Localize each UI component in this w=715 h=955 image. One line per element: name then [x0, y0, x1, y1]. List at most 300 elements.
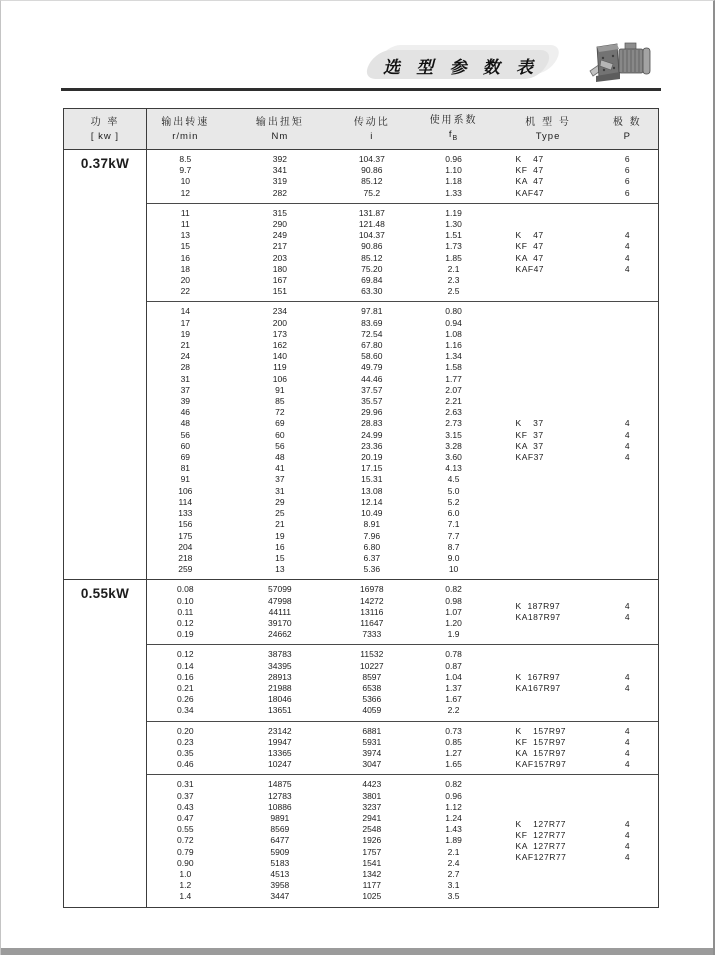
factor-value: 0.80 — [445, 306, 462, 317]
speed-column — [147, 726, 224, 771]
torque-value: 85 — [275, 396, 285, 407]
pole-column — [597, 726, 658, 771]
ratio-value: 75.2 — [363, 187, 381, 198]
factor-value: 2.2 — [447, 705, 460, 716]
ratio-value: 20.19 — [361, 452, 383, 463]
type-value: KA167R97 — [515, 682, 561, 693]
pole-value: 4 — [624, 252, 630, 263]
speed-value: 37 — [180, 384, 191, 395]
factor-value: 1.08 — [445, 328, 462, 339]
ratio-value: 1177 — [362, 880, 381, 891]
type-column — [500, 306, 597, 575]
factor-value: 8.7 — [447, 541, 460, 552]
ratio-block — [147, 301, 658, 579]
factor-column — [408, 649, 500, 716]
torque-value: 16 — [275, 541, 285, 552]
factor-value: 1.43 — [445, 824, 462, 835]
type-value: KA187R97 — [515, 612, 561, 623]
type-column — [500, 649, 597, 716]
pole-value: 4 — [624, 241, 630, 252]
pole-column — [597, 584, 658, 640]
factor-value: 0.73 — [445, 725, 462, 736]
type-column — [500, 584, 597, 640]
speed-value: 10 — [180, 176, 191, 187]
pole-value: 6 — [624, 165, 630, 176]
speed-value: 20 — [180, 275, 191, 286]
speed-value: 81 — [180, 463, 191, 474]
factor-value: 1.27 — [445, 747, 462, 758]
page-title: 选 型 参 数 表 — [383, 58, 539, 77]
speed-value: 0.19 — [177, 629, 194, 640]
torque-value: 47998 — [268, 595, 292, 606]
type-value: K 37 — [515, 418, 544, 429]
header-speed — [147, 109, 224, 149]
ratio-value: 3047 — [362, 759, 382, 770]
ratio-value: 11647 — [360, 617, 384, 628]
gearmotor-image — [589, 40, 651, 84]
speed-value: 46 — [180, 407, 191, 418]
torque-value: 21988 — [268, 682, 292, 693]
factor-value: 0.98 — [445, 595, 462, 606]
ratio-value: 5931 — [362, 736, 382, 747]
ratio-value: 1926 — [362, 835, 382, 846]
torque-value: 119 — [273, 362, 287, 373]
ratio-value: 104.37 — [358, 154, 385, 164]
ratio-value: 4059 — [362, 705, 382, 716]
type-column — [500, 208, 597, 298]
factor-value: 0.96 — [445, 790, 462, 801]
torque-value: 69 — [275, 418, 285, 429]
torque-column — [224, 154, 336, 199]
ratio-column — [336, 306, 408, 575]
factor-value: 1.18 — [445, 176, 462, 187]
factor-value: 1.9 — [447, 629, 460, 640]
type-value: KAF47 — [515, 187, 545, 198]
factor-value: 1.10 — [445, 165, 462, 176]
factor-value: 1.19 — [445, 207, 462, 218]
factor-value: 1.65 — [445, 759, 462, 770]
torque-value: 341 — [272, 165, 287, 176]
factor-column — [408, 208, 500, 298]
header-type-cn: 机 型 号 — [525, 116, 571, 128]
gearmotor-gearbox — [596, 44, 620, 82]
torque-value: 8569 — [270, 824, 290, 835]
factor-value: 2.4 — [447, 857, 460, 868]
type-value: KA 37 — [515, 440, 544, 451]
page-bottom-band — [1, 948, 713, 955]
factor-value: 1.51 — [445, 230, 462, 241]
speed-column — [147, 584, 224, 640]
speed-value: 48 — [180, 418, 191, 429]
torque-value: 37 — [275, 474, 285, 485]
ratio-value: 4423 — [362, 779, 382, 790]
ratio-blocks — [147, 580, 658, 906]
ratio-value: 8597 — [362, 671, 382, 682]
ratio-value: 37.57 — [361, 384, 383, 395]
torque-value: 29 — [275, 496, 285, 507]
ratio-value: 24.99 — [361, 429, 383, 440]
speed-value: 0.55 — [177, 824, 194, 835]
factor-value: 1.04 — [445, 671, 462, 682]
header-data-columns — [147, 109, 658, 149]
header-ratio-cn: 传动比 — [353, 116, 390, 128]
pole-column — [597, 154, 658, 199]
factor-value: 1.16 — [445, 340, 462, 351]
pole-value: 4 — [624, 230, 630, 241]
ratio-block — [147, 150, 658, 203]
factor-value: 3.15 — [445, 429, 462, 440]
header-ratio — [336, 109, 408, 149]
speed-column — [147, 779, 224, 902]
gearmotor-motor — [619, 43, 650, 74]
pole-value: 4 — [624, 601, 630, 612]
type-value: KA 127R77 — [515, 840, 566, 851]
speed-value: 0.35 — [177, 747, 194, 758]
pole-value: 4 — [624, 840, 630, 851]
ratio-column — [336, 649, 408, 716]
type-value: K 47 — [515, 230, 544, 241]
factor-value: 4.5 — [447, 474, 460, 485]
ratio-value: 1757 — [362, 846, 382, 857]
torque-column — [224, 726, 336, 771]
torque-value: 48 — [275, 452, 285, 463]
speed-value: 0.10 — [177, 595, 194, 606]
torque-value: 21 — [275, 519, 285, 530]
speed-value: 39 — [180, 396, 191, 407]
pole-value: 4 — [624, 829, 630, 840]
ratio-value: 69.84 — [361, 275, 383, 286]
factor-value: 1.58 — [445, 362, 462, 373]
ratio-block — [147, 774, 658, 906]
header-pole-cn: 极 数 — [612, 116, 642, 128]
torque-value: 34395 — [268, 660, 292, 671]
factor-value: 2.1 — [447, 846, 460, 857]
ratio-value: 2941 — [362, 812, 382, 823]
ratio-block — [147, 644, 658, 720]
ratio-value: 6.80 — [363, 541, 381, 552]
torque-value: 106 — [272, 373, 287, 384]
pole-value: 4 — [624, 736, 630, 747]
torque-value: 6477 — [270, 835, 290, 846]
factor-value: 0.78 — [445, 649, 462, 660]
torque-value: 4513 — [270, 868, 290, 879]
factor-value: 1.73 — [445, 241, 462, 252]
factor-value: 2.63 — [445, 407, 462, 418]
torque-value: 14875 — [268, 779, 292, 790]
speed-value: 0.16 — [177, 671, 194, 682]
ratio-value: 16978 — [359, 584, 384, 595]
speed-value: 14 — [180, 306, 191, 317]
header-power-unit: [ kw ] — [90, 130, 120, 142]
ratio-value: 1541 — [362, 857, 382, 868]
header-power — [64, 109, 147, 149]
factor-value: 3.5 — [447, 891, 460, 902]
factor-value: 1.20 — [445, 617, 462, 628]
speed-value: 0.47 — [177, 812, 194, 823]
header-torque-cn: 输出扭矩 — [255, 116, 304, 128]
factor-value: 7.1 — [447, 519, 460, 530]
torque-column — [224, 779, 336, 902]
ratio-value: 8.91 — [363, 519, 381, 530]
pole-value: 4 — [624, 682, 630, 693]
pole-value: 4 — [624, 759, 630, 770]
speed-value: 0.90 — [177, 857, 194, 868]
header-pole — [597, 109, 658, 149]
factor-value: 1.07 — [445, 606, 462, 617]
speed-value: 106 — [178, 485, 193, 496]
torque-value: 13 — [275, 564, 285, 575]
ratio-value: 75.20 — [361, 263, 383, 274]
ratio-value: 63.30 — [361, 286, 383, 297]
ratio-value: 97.81 — [361, 306, 383, 317]
torque-value: 18046 — [268, 694, 292, 705]
torque-value: 13651 — [268, 705, 292, 716]
power-label: 0.55kW — [64, 580, 147, 906]
pole-value: 6 — [624, 187, 630, 198]
ratio-value: 6538 — [362, 682, 382, 693]
torque-value: 56 — [275, 440, 285, 451]
torque-value: 234 — [272, 306, 287, 317]
speed-value: 0.72 — [177, 835, 194, 846]
torque-value: 13365 — [268, 747, 292, 758]
torque-value: 57099 — [268, 584, 292, 595]
factor-value: 5.0 — [447, 485, 460, 496]
torque-value: 203 — [272, 252, 287, 263]
speed-value: 21 — [180, 340, 191, 351]
torque-value: 60 — [275, 429, 285, 440]
ratio-value: 10.49 — [361, 508, 383, 519]
torque-value: 91 — [275, 384, 285, 395]
factor-column — [408, 726, 500, 771]
torque-value: 10247 — [268, 759, 292, 770]
header-ratio-unit: i — [370, 130, 374, 142]
torque-value: 19 — [275, 530, 285, 541]
type-value: KF 127R77 — [515, 829, 566, 840]
header-factor — [408, 109, 500, 149]
factor-value: 1.37 — [445, 682, 462, 693]
type-value: KAF127R77 — [515, 852, 567, 863]
torque-value: 39170 — [268, 617, 292, 628]
torque-value: 28913 — [268, 671, 292, 682]
ratio-block — [147, 203, 658, 302]
speed-value: 0.11 — [177, 606, 194, 617]
factor-value: 2.1 — [447, 263, 460, 274]
torque-column — [224, 649, 336, 716]
pole-value: 6 — [624, 154, 630, 164]
speed-column — [147, 306, 224, 575]
ratio-value: 29.96 — [361, 407, 383, 418]
torque-value: 72 — [275, 407, 285, 418]
torque-value: 392 — [272, 154, 287, 164]
header-type — [500, 109, 597, 149]
ratio-value: 121.48 — [358, 219, 385, 230]
ratio-value: 90.86 — [361, 165, 383, 176]
speed-value: 24 — [180, 351, 191, 362]
torque-value: 3447 — [270, 891, 290, 902]
torque-column — [224, 306, 336, 575]
torque-value: 249 — [272, 230, 287, 241]
ratio-value: 58.60 — [361, 351, 383, 362]
torque-value: 24662 — [268, 629, 292, 640]
torque-column — [224, 584, 336, 640]
ratio-value: 11532 — [360, 649, 384, 660]
pole-column — [597, 649, 658, 716]
type-column — [500, 154, 597, 199]
speed-value: 0.08 — [177, 584, 194, 595]
speed-value: 0.20 — [177, 725, 194, 736]
type-value: KA 47 — [515, 176, 544, 187]
type-value: K 167R97 — [515, 671, 561, 682]
ratio-value: 5366 — [362, 694, 382, 705]
speed-value: 17 — [180, 317, 191, 328]
ratio-column — [336, 726, 408, 771]
factor-value: 10 — [448, 564, 459, 575]
ratio-value: 49.79 — [361, 362, 383, 373]
ratio-column — [336, 779, 408, 902]
torque-value: 167 — [272, 275, 287, 286]
header-speed-unit: r/min — [172, 130, 199, 142]
pole-column — [597, 208, 658, 298]
type-value: KF 157R97 — [515, 736, 566, 747]
header-power-cn: 功 率 — [90, 116, 120, 128]
factor-value: 0.82 — [445, 584, 462, 595]
factor-value: 1.24 — [445, 812, 462, 823]
factor-value: 0.85 — [445, 736, 462, 747]
speed-value: 22 — [180, 286, 191, 297]
speed-value: 18 — [180, 263, 191, 274]
torque-column — [224, 208, 336, 298]
ratio-value: 85.12 — [361, 176, 383, 187]
speed-value: 1.4 — [179, 891, 192, 902]
ratio-value: 5.36 — [363, 564, 381, 575]
ratio-value: 10227 — [359, 660, 384, 671]
ratio-value: 17.15 — [361, 463, 383, 474]
factor-value: 1.89 — [445, 835, 462, 846]
factor-value: 1.85 — [445, 252, 462, 263]
speed-value: 31 — [180, 373, 191, 384]
torque-value: 23142 — [268, 725, 292, 736]
pole-value: 6 — [624, 176, 630, 187]
speed-column — [147, 649, 224, 716]
factor-value: 2.5 — [447, 286, 460, 297]
speed-value: 0.79 — [177, 846, 194, 857]
factor-value: 2.73 — [445, 418, 462, 429]
type-value: K 157R97 — [515, 725, 566, 736]
type-value: K 47 — [515, 154, 544, 164]
torque-value: 180 — [272, 263, 287, 274]
ratio-value: 1025 — [362, 891, 382, 902]
torque-value: 173 — [272, 328, 287, 339]
table-header — [64, 109, 658, 150]
torque-value: 31 — [275, 485, 285, 496]
pole-value: 4 — [624, 818, 630, 829]
factor-value: 2.21 — [445, 396, 462, 407]
type-value: KAF37 — [515, 452, 545, 463]
speed-value: 11 — [180, 207, 190, 218]
speed-value: 0.46 — [177, 759, 194, 770]
factor-value: 2.07 — [445, 384, 462, 395]
speed-value: 0.12 — [177, 649, 194, 660]
speed-value: 0.14 — [177, 660, 194, 671]
torque-value: 44111 — [268, 606, 292, 617]
torque-value: 282 — [272, 187, 287, 198]
torque-value: 290 — [272, 219, 287, 230]
ratio-value: 13116 — [360, 606, 384, 617]
speed-value: 218 — [178, 552, 193, 563]
factor-value: 5.2 — [447, 496, 460, 507]
header-speed-cn: 输出转速 — [161, 116, 210, 128]
torque-value: 151 — [272, 286, 287, 297]
speed-column — [147, 154, 224, 199]
factor-value: 3.28 — [445, 440, 462, 451]
header-torque — [224, 109, 336, 149]
torque-value: 25 — [275, 508, 285, 519]
factor-value: 0.87 — [445, 660, 462, 671]
speed-value: 60 — [180, 440, 191, 451]
torque-value: 319 — [272, 176, 287, 187]
ratio-column — [336, 208, 408, 298]
ratio-value: 90.86 — [361, 241, 383, 252]
pole-value: 4 — [624, 263, 630, 274]
speed-value: 91 — [180, 474, 191, 485]
speed-value: 0.37 — [177, 790, 194, 801]
factor-value: 1.12 — [445, 801, 462, 812]
pole-value: 4 — [624, 429, 630, 440]
speed-value: 13 — [180, 230, 191, 241]
torque-value: 15 — [275, 552, 285, 563]
torque-value: 315 — [272, 207, 287, 218]
ratio-value: 83.69 — [361, 317, 383, 328]
factor-value: 1.30 — [445, 219, 462, 230]
speed-value: 133 — [178, 508, 193, 519]
ratio-column — [336, 154, 408, 199]
ratio-value: 44.46 — [361, 373, 383, 384]
type-value: K 127R77 — [515, 818, 566, 829]
type-value: KAF157R97 — [515, 759, 567, 770]
header-factor-unit: $f_B$ — [448, 128, 459, 142]
header-type-unit: Type — [535, 130, 561, 142]
factor-value: 1.67 — [445, 694, 462, 705]
pole-value: 4 — [624, 671, 630, 682]
speed-value: 114 — [178, 496, 193, 507]
header-pole-unit: P — [623, 130, 631, 142]
speed-value: 0.31 — [177, 779, 194, 790]
factor-value: 3.60 — [445, 452, 462, 463]
speed-value: 0.26 — [177, 694, 194, 705]
ratio-value: 7333 — [362, 629, 382, 640]
torque-value: 19947 — [268, 736, 292, 747]
speed-value: 0.23 — [177, 736, 194, 747]
speed-value: 204 — [178, 541, 193, 552]
type-value: KF 47 — [515, 165, 544, 176]
factor-value: 9.0 — [447, 552, 460, 563]
pole-value: 4 — [624, 452, 630, 463]
ratio-value: 23.36 — [361, 440, 383, 451]
type-value: KF 37 — [515, 429, 544, 440]
speed-value: 0.43 — [177, 801, 194, 812]
ratio-value: 6881 — [362, 725, 382, 736]
pole-value: 4 — [624, 440, 630, 451]
table-body — [64, 150, 658, 907]
ratio-value: 104.37 — [358, 230, 385, 241]
speed-value: 1.2 — [179, 880, 192, 891]
torque-value: 12783 — [268, 790, 292, 801]
selection-table — [63, 108, 659, 908]
factor-value: 2.7 — [447, 868, 460, 879]
factor-column — [408, 154, 500, 199]
ratio-value: 131.87 — [358, 207, 385, 218]
type-value: KA 157R97 — [515, 747, 566, 758]
